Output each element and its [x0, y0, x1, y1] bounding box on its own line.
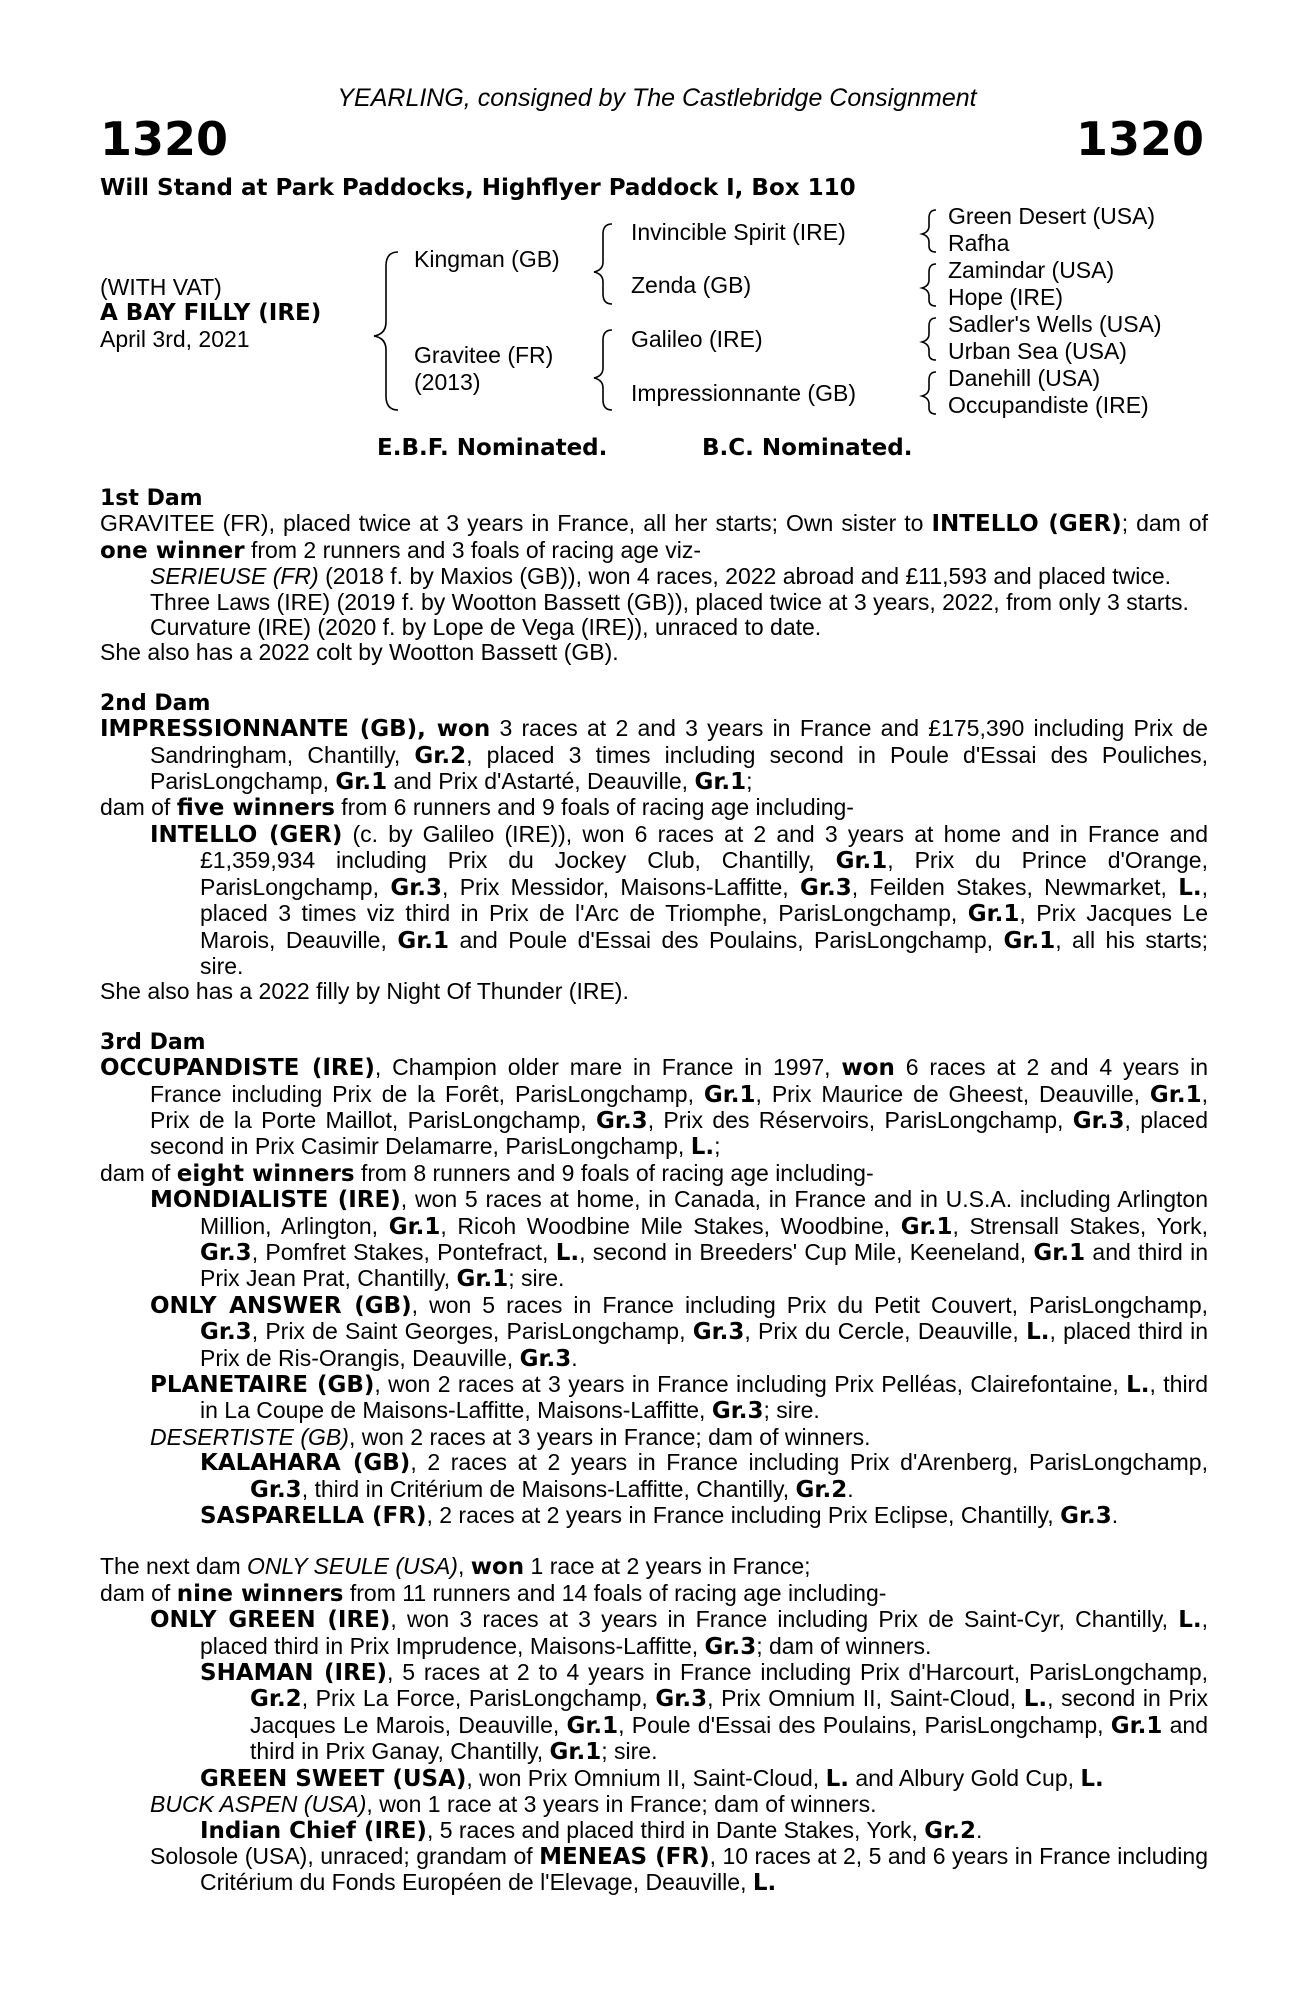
- third-dam-produce-2: ONLY ANSWER (GB), won 5 races in France including Prix du Petit Couvert, ParisLongchamp, Gr.3, Prix de Saint Georges, ParisLongchamp, Gr.3, Prix du Cercle, Deauville, L., placed third in Prix de Ris-Orangis, Deauville, Gr.3.: [150, 1291, 1209, 1372]
- pedigree-g2: Rafha: [948, 230, 1010, 256]
- pedigree-g8: Occupandiste (IRE): [948, 392, 1149, 418]
- first-dam-produce-2: Three Laws (IRE) (2019 f. by Wootton Bassett (GB)), placed twice at 3 years, 2022, from only 3 starts.: [150, 588, 1189, 615]
- pedigree-g4: Hope (IRE): [948, 284, 1064, 310]
- next-dam-grandproduce-1: SHAMAN (IRE), 5 races at 2 to 4 years in France including Prix d'Harcourt, ParisLongchamp, Gr.2, Prix La Force, ParisLongchamp, Gr.3, Prix Omnium II, Saint-Cloud, L., second in Prix Jacques Le Marois, Deauville, Gr.1, Poule d'Essai des Poulains, ParisLongchamp, Gr.1 and third in Prix Ganay, Chantilly, Gr.1; sire.: [200, 1659, 1209, 1766]
- second-dam-title: 2nd Dam: [100, 690, 211, 716]
- pedigree-g3: Zamindar (USA): [948, 257, 1115, 283]
- third-dam-grandproduce-1: KALAHARA (GB), 2 races at 2 years in France including Prix d'Arenberg, ParisLongchamp, Gr.3, third in Critérium de Maisons-Laffitte, Chantilly, Gr.2.: [200, 1449, 1208, 1503]
- third-dam-summary: OCCUPANDISTE (IRE), Champion older mare in France in 1997, won 6 races at 2 and 4 years in France including Prix de la Forêt, ParisLongchamp, Gr.1, Prix Maurice de Gheest, Deauville, Gr.1, Prix de la Porte Maillot, ParisLongchamp, Gr.3, Prix des Réservoirs, ParisLongchamp, Gr.3, placed second in Prix Casimir Delamarre, ParisLongchamp, L.;: [100, 1054, 1208, 1161]
- horse-name: A BAY FILLY (IRE): [100, 300, 322, 326]
- pedigree-notes: [100, 486, 1208, 1897]
- third-dam-produce-intro: dam of eight winners from 8 runners and 9 foals of racing age including-: [100, 1159, 874, 1187]
- lot-number-left: 1320: [100, 112, 229, 166]
- horse-dob: April 3rd, 2021: [100, 326, 250, 352]
- pedigree-g7: Danehill (USA): [948, 365, 1101, 391]
- second-dam-also: She also has a 2022 filly by Night Of Thunder (IRE).: [100, 978, 629, 1005]
- next-dam-grandproduce-2: GREEN SWEET (USA), won Prix Omnium II, Saint-Cloud, L. and Albury Gold Cup, L.: [200, 1764, 1104, 1792]
- second-dam-produce-intro: dam of five winners from 6 runners and 9 foals of racing age including-: [100, 794, 854, 822]
- first-dam-produce-1: SERIEUSE (FR) (2018 f. by Maxios (GB)), won 4 races, 2022 abroad and £11,593 and placed twice.: [150, 563, 1172, 590]
- pedigree-dam-sire: Galileo (IRE): [631, 326, 763, 352]
- lot-number-right: 1320: [1075, 112, 1204, 166]
- third-dam-grandproduce-2: SASPARELLA (FR), 2 races at 2 years in France including Prix Eclipse, Chantilly, Gr.3.: [200, 1502, 1119, 1530]
- pedigree-sire-dam: Zenda (GB): [631, 272, 752, 298]
- next-dam-grandproduce-3: Indian Chief (IRE), 5 races and placed third in Dante Stakes, York, Gr.2.: [200, 1816, 983, 1844]
- bc-nominated: B.C. Nominated.: [702, 435, 913, 461]
- pedigree-g5: Sadler's Wells (USA): [948, 311, 1162, 337]
- ebf-nominated: E.B.F. Nominated.: [377, 435, 608, 461]
- second-dam-produce-1: INTELLO (GER) (c. by Galileo (IRE)), won 6 races at 2 and 3 years at home and in France and £1,359,934 including Prix du Jockey Club, Chantilly, Gr.1, Prix du Prince d'Orange, ParisLongchamp, Gr.3, Prix Messidor, Maisons-Laffitte, Gr.3, Feilden Stakes, Newmarket, L., placed 3 times viz third in Prix de l'Arc de Triomphe, ParisLongchamp, Gr.1, Prix Jacques Le Marois, Deauville, Gr.1 and Poule d'Essai des Poulains, ParisLongchamp, Gr.1, all his starts; sire.: [150, 820, 1208, 979]
- next-dam-produce-3: Solosole (USA), unraced; grandam of MENEAS (FR), 10 races at 2, 5 and 6 years in France including Critérium du Fonds Européen de l'Elevage, Deauville, L.: [150, 1842, 1208, 1897]
- next-dam-produce-1: ONLY GREEN (IRE), won 3 races at 3 years in France including Prix de Saint-Cyr, Chantilly, L., placed third in Prix Imprudence, Maisons-Laffitte, Gr.3; dam of winners.: [150, 1606, 1208, 1660]
- pedigree-dam-year: (2013): [414, 369, 481, 395]
- first-dam-title: 1st Dam: [100, 486, 203, 511]
- third-dam-produce-4: DESERTISTE (GB), won 2 races at 3 years in France; dam of winners.: [150, 1423, 871, 1450]
- pedigree-g1: Green Desert (USA): [948, 203, 1156, 229]
- first-dam-also: She also has a 2022 colt by Wootton Bassett (GB).: [100, 639, 619, 666]
- pedigree-sire-sire: Invincible Spirit (IRE): [631, 219, 846, 245]
- first-dam-summary: GRAVITEE (FR), placed twice at 3 years in France, all her starts; Own sister to INTELLO (GER); dam of one winner from 2 runners and 3 foals of racing age viz-: [100, 510, 1208, 564]
- pedigree-dam-dam: Impressionnante (GB): [631, 380, 856, 406]
- pedigree-dam: Gravitee (FR): [414, 342, 554, 368]
- stand-location: Will Stand at Park Paddocks, Highflyer Paddock I, Box 110: [100, 175, 856, 201]
- pedigree-sire: Kingman (GB): [414, 246, 560, 272]
- next-dam-produce-intro: dam of nine winners from 11 runners and 14 foals of racing age including-: [100, 1579, 887, 1607]
- third-dam-produce-3: PLANETAIRE (GB), won 2 races at 3 years in France including Prix Pelléas, Clairefontaine, L., third in La Coupe de Maisons-Laffitte, Maisons-Laffitte, Gr.3; sire.: [150, 1371, 1209, 1425]
- next-dam-produce-2: BUCK ASPEN (USA), won 1 race at 3 years in France; dam of winners.: [150, 1791, 877, 1818]
- second-dam-summary: IMPRESSIONNANTE (GB), won 3 races at 2 and 3 years in France and £175,390 including Prix de Sandringham, Chantilly, Gr.2, placed 3 times including second in Poule d'Essai des Pouliches, ParisLongchamp, Gr.1 and Prix d'Astarté, Deauville, Gr.1;: [100, 715, 1208, 796]
- third-dam-produce-1: MONDIALISTE (IRE), won 5 races at home, in Canada, in France and in U.S.A. including Arlington Million, Arlington, Gr.1, Ricoh Woodbine Mile Stakes, Woodbine, Gr.1, Strensall Stakes, York, Gr.3, Pomfret Stakes, Pontefract, L., second in Breeders' Cup Mile, Keeneland, Gr.1 and third in Prix Jean Prat, Chantilly, Gr.1; sire.: [150, 1186, 1209, 1293]
- first-dam-produce-3: Curvature (IRE) (2020 f. by Lope de Vega (IRE)), unraced to date.: [150, 614, 822, 641]
- third-dam-title: 3rd Dam: [100, 1029, 206, 1055]
- consignment-line: YEARLING, consigned by The Castlebridge Consignment: [337, 84, 977, 112]
- vat-note: (WITH VAT): [100, 274, 222, 300]
- next-dam-summary: The next dam ONLY SEULE (USA), won 1 race at 2 years in France;: [100, 1553, 811, 1581]
- pedigree-g6: Urban Sea (USA): [948, 338, 1127, 364]
